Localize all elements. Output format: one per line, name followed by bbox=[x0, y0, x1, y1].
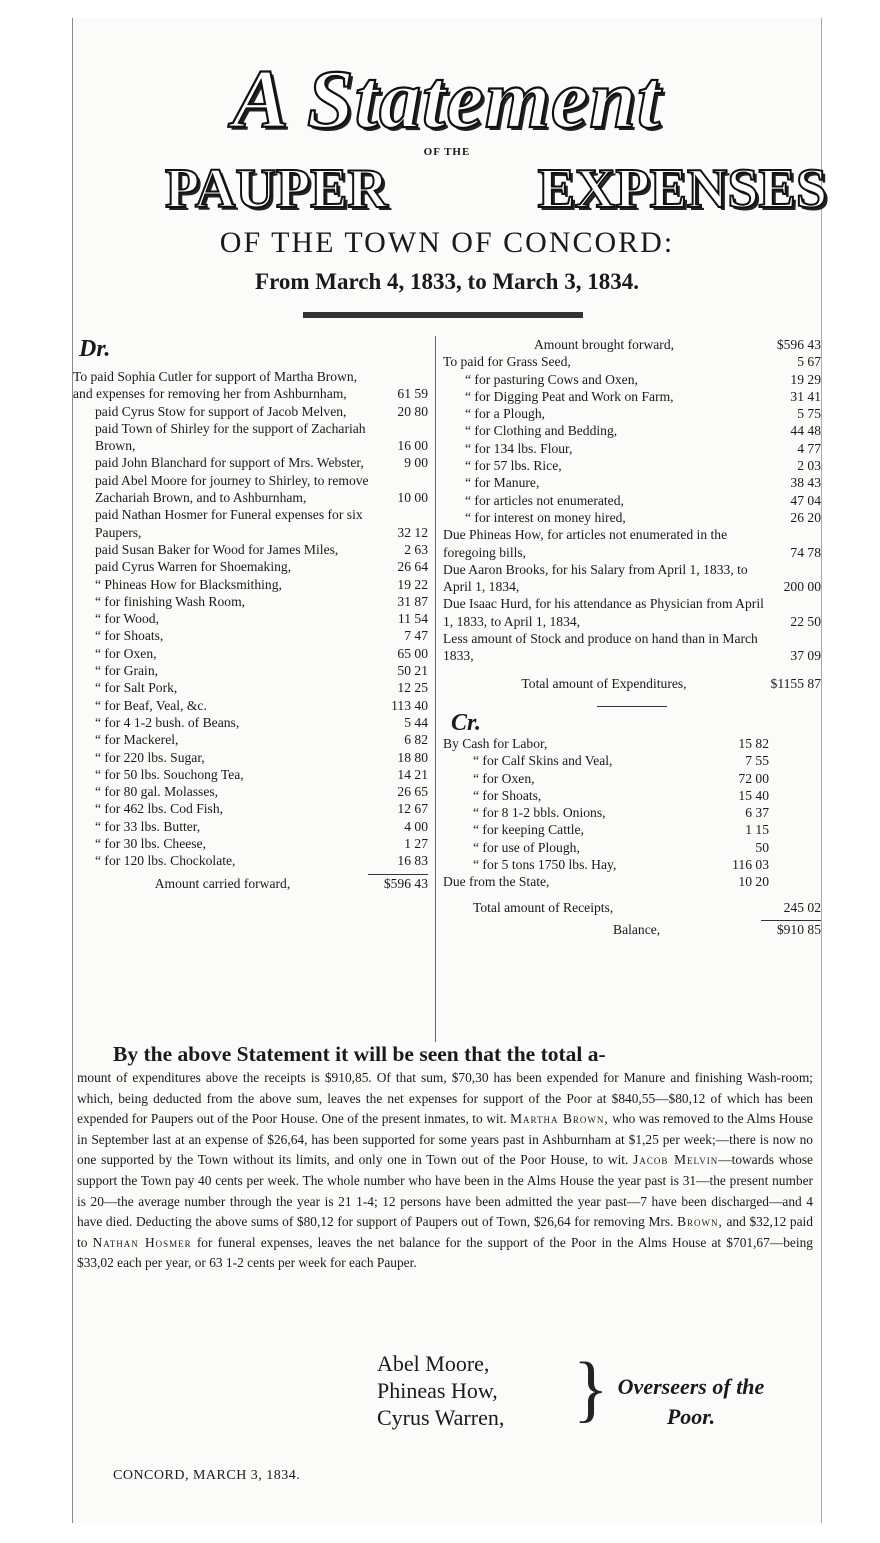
place-date: CONCORD, MARCH 3, 1834. bbox=[113, 1468, 301, 1483]
statement-lead: By the above Statement it will be seen that the total a- bbox=[113, 1042, 606, 1066]
debit-item-label: paid Cyrus Stow for support of Jacob Melven, bbox=[95, 403, 347, 419]
debit-row bbox=[73, 714, 428, 731]
debit-row bbox=[73, 697, 428, 714]
debit-item-amount: 31 87 bbox=[397, 593, 428, 609]
debit-item-amount: 7 47 bbox=[404, 628, 428, 644]
credit-item-label: “ for Calf Skins and Veal, bbox=[473, 753, 613, 769]
expense-row bbox=[443, 630, 821, 665]
debit-rows bbox=[73, 368, 428, 870]
expense-row bbox=[443, 405, 821, 422]
statement-part-1: mount of expenditures above the receipts is $910,85. Of that sum, $70,30 has been expended for Manure and finishing Wash-room; which, being deducted from the above sum, leaves the net expenses for support of the Poor at $840,55—$80,12 of which has been expended for Paupers out of the Poor House. One of the present inmates, to wit. bbox=[77, 1070, 813, 1127]
debit-item-label: paid Nathan Hosmer for Funeral expenses for six Paupers, bbox=[95, 507, 363, 540]
debit-item-amount: 10 00 bbox=[397, 490, 428, 506]
expense-item-label: “ for interest on money hired, bbox=[465, 509, 626, 525]
expense-item-label: “ for articles not enumerated, bbox=[465, 492, 624, 508]
ornamental-rule bbox=[303, 312, 583, 318]
balance-row bbox=[443, 921, 821, 938]
debit-row bbox=[73, 627, 428, 644]
town-heading: OF THE TOWN OF CONCORD: bbox=[219, 226, 675, 259]
expense-item-amount: 74 78 bbox=[790, 544, 821, 560]
debit-row bbox=[73, 766, 428, 783]
debit-item-amount: 16 83 bbox=[397, 853, 428, 869]
debit-heading: Dr. bbox=[79, 336, 111, 362]
credit-item-label: By Cash for Labor, bbox=[443, 735, 548, 751]
name-martha-brown: Martha Brown, bbox=[510, 1111, 609, 1127]
debit-item-label: paid John Blanchard for support of Mrs. Webster, bbox=[95, 455, 364, 471]
signatory-name: Phineas How, bbox=[377, 1378, 498, 1403]
expense-item-amount: 44 48 bbox=[790, 423, 821, 439]
expense-row bbox=[443, 509, 821, 526]
debit-item-label: “ for Grain, bbox=[95, 663, 159, 679]
expense-item-amount: 19 29 bbox=[790, 371, 821, 387]
overseers-line-2: Poor. bbox=[666, 1404, 716, 1429]
balance-label: Balance, bbox=[613, 921, 661, 937]
expense-item-label: “ for a Plough, bbox=[465, 406, 546, 422]
debit-row bbox=[73, 454, 428, 471]
expense-item-amount: 5 67 bbox=[797, 354, 821, 370]
expense-item-amount: 47 04 bbox=[790, 492, 821, 508]
debit-row bbox=[73, 835, 428, 852]
expenses-heading: EXPENSES bbox=[537, 158, 827, 220]
expense-item-label: “ for 134 lbs. Flour, bbox=[465, 440, 573, 456]
expense-row bbox=[443, 440, 821, 457]
credit-item-amount: 6 37 bbox=[745, 805, 769, 821]
debit-row bbox=[73, 645, 428, 662]
debit-item-label: “ for 4 1-2 bush. of Beans, bbox=[95, 714, 240, 730]
main-title: A Statement bbox=[232, 53, 662, 146]
expense-item-label: To paid for Grass Seed, bbox=[443, 354, 571, 370]
total-receipts-value: 245 02 bbox=[783, 899, 821, 915]
overseers-title bbox=[591, 1372, 791, 1432]
debit-item-amount: 2 63 bbox=[404, 541, 428, 557]
expense-row bbox=[443, 561, 821, 596]
credit-item-amount: 50 bbox=[755, 839, 769, 855]
total-expenditures-label: Total amount of Expenditures, bbox=[521, 675, 687, 691]
debit-item-label: paid Abel Moore for journey to Shirley, to remove Zachariah Brown, and to Ashburnham, bbox=[95, 472, 369, 506]
expense-item-label: “ for Clothing and Bedding, bbox=[465, 423, 618, 439]
debit-item-amount: 4 00 bbox=[404, 818, 428, 834]
expense-row bbox=[443, 492, 821, 509]
statement-part-2: who was removed to the Alms House in September last at an expense of $26,64, has been supported for some years past in Ashburnham at $1,25 per week;—there is now no one supported by the Town without its limits, and only one in Town out of the Poor House, to wit. bbox=[77, 1111, 813, 1168]
total-receipts-label: Total amount of Receipts, bbox=[473, 899, 614, 915]
brought-forward-label: Amount brought forward, bbox=[533, 337, 675, 352]
debit-item-amount: 50 21 bbox=[397, 663, 428, 679]
credit-row bbox=[443, 804, 821, 821]
expense-item-label: Due Aaron Brooks, for his Salary from April 1, 1833, to April 1, 1834, bbox=[443, 561, 748, 595]
expense-row bbox=[443, 595, 821, 630]
balance-value: $910 85 bbox=[776, 921, 821, 937]
credit-item-amount: 72 00 bbox=[738, 770, 769, 786]
name-nathan-hosmer: Nathan Hosmer bbox=[92, 1234, 192, 1250]
credit-row bbox=[443, 735, 821, 752]
debit-row bbox=[73, 749, 428, 766]
debit-column bbox=[73, 336, 428, 892]
debit-row bbox=[73, 541, 428, 558]
broadside-page bbox=[72, 18, 827, 1523]
expense-item-label: “ for Digging Peat and Work on Farm, bbox=[465, 388, 674, 404]
debit-row bbox=[73, 593, 428, 610]
debit-item-label: “ for Beaf, Veal, &c. bbox=[95, 697, 207, 713]
name-brown: Brown, bbox=[677, 1214, 723, 1230]
debit-item-amount: 12 67 bbox=[397, 801, 428, 817]
expense-item-label: Less amount of Stock and produce on hand than in March 1833, bbox=[443, 631, 758, 664]
brought-forward-value: $596 43 bbox=[776, 337, 821, 352]
date-range: From March 4, 1833, to March 3, 1834. bbox=[255, 269, 639, 294]
debit-item-amount: 26 64 bbox=[397, 559, 428, 575]
debit-item-amount: 61 59 bbox=[397, 386, 428, 402]
name-jacob-melvin: Jacob Melvin bbox=[633, 1152, 719, 1168]
debit-item-amount: 16 00 bbox=[397, 438, 428, 454]
debit-item-amount: 6 82 bbox=[404, 732, 428, 748]
debit-row bbox=[73, 420, 428, 455]
signatory-name: Abel Moore, bbox=[377, 1351, 490, 1376]
right-column bbox=[443, 336, 821, 938]
debit-item-label: paid Susan Baker for Wood for James Miles, bbox=[95, 541, 339, 557]
credit-item-amount: 1 15 bbox=[745, 822, 769, 838]
debit-row bbox=[73, 731, 428, 748]
total-expenditures-row bbox=[443, 675, 821, 692]
credit-item-label: Due from the State, bbox=[443, 874, 550, 890]
debit-item-label: paid Town of Shirley for the support of Zachariah Brown, bbox=[95, 420, 366, 454]
debit-item-label: “ for Salt Pork, bbox=[95, 680, 178, 696]
debit-item-label: “ for Oxen, bbox=[95, 645, 157, 661]
expense-item-label: Due Isaac Hurd, for his attendance as Physician from April 1, 1833, to April 1, 1834, bbox=[443, 596, 764, 629]
credit-item-label: “ for 5 tons 1750 lbs. Hay, bbox=[473, 857, 617, 873]
expense-row bbox=[443, 353, 821, 370]
credit-item-amount: 15 40 bbox=[738, 787, 769, 803]
expense-item-label: “ for 57 lbs. Rice, bbox=[465, 458, 562, 474]
debit-item-label: “ for 50 lbs. Souchong Tea, bbox=[95, 766, 244, 782]
credit-item-amount: 10 20 bbox=[738, 874, 769, 890]
carried-forward-row bbox=[73, 875, 428, 892]
expense-rows bbox=[443, 353, 821, 664]
credit-row bbox=[443, 856, 821, 873]
expense-row bbox=[443, 388, 821, 405]
credit-item-label: “ for keeping Cattle, bbox=[473, 822, 584, 838]
debit-row bbox=[73, 662, 428, 679]
brought-forward-row bbox=[443, 336, 821, 353]
debit-item-label: “ for 462 lbs. Cod Fish, bbox=[95, 801, 224, 817]
debit-item-amount: 32 12 bbox=[397, 524, 428, 540]
credit-item-label: “ for use of Plough, bbox=[473, 839, 580, 855]
debit-row bbox=[73, 403, 428, 420]
debit-row bbox=[73, 783, 428, 800]
carried-forward-value: $596 43 bbox=[383, 875, 428, 891]
expense-item-amount: 37 09 bbox=[790, 648, 821, 664]
debit-item-label: paid Cyrus Warren for Shoemaking, bbox=[95, 559, 292, 575]
debit-row bbox=[73, 368, 428, 403]
debit-item-label: “ for 33 lbs. Butter, bbox=[95, 818, 201, 834]
expense-item-amount: 22 50 bbox=[790, 613, 821, 629]
debit-row bbox=[73, 818, 428, 835]
debit-item-amount: 19 22 bbox=[397, 576, 428, 592]
debit-row bbox=[73, 610, 428, 627]
brace-icon: } bbox=[573, 1348, 609, 1430]
debit-item-amount: 18 80 bbox=[397, 749, 428, 765]
debit-row bbox=[73, 506, 428, 541]
credit-item-amount: 7 55 bbox=[745, 753, 769, 769]
debit-item-amount: 11 54 bbox=[397, 611, 428, 627]
debit-row bbox=[73, 679, 428, 696]
total-receipts-row bbox=[443, 899, 821, 916]
credit-row bbox=[443, 873, 821, 890]
section-rule bbox=[597, 706, 667, 707]
carried-forward-label: Amount carried forward, bbox=[154, 875, 291, 891]
expense-item-label: “ for Manure, bbox=[465, 475, 540, 491]
expense-row bbox=[443, 422, 821, 439]
debit-item-amount: 14 21 bbox=[397, 766, 428, 782]
debit-item-label: “ for 30 lbs. Cheese, bbox=[95, 836, 206, 852]
statement-part-4: and $32,12 paid to bbox=[77, 1214, 813, 1250]
total-expenditures-value: $1155 87 bbox=[770, 675, 821, 691]
statement-paragraph bbox=[73, 1040, 821, 1274]
credit-row bbox=[443, 770, 821, 787]
debit-item-label: “ for finishing Wash Room, bbox=[95, 593, 246, 609]
expense-item-amount: 200 00 bbox=[783, 579, 821, 595]
credit-row bbox=[443, 839, 821, 856]
credit-row bbox=[443, 787, 821, 804]
expense-item-amount: 4 77 bbox=[797, 440, 821, 456]
debit-item-amount: 65 00 bbox=[397, 645, 428, 661]
expense-item-amount: 5 75 bbox=[797, 406, 821, 422]
debit-row bbox=[73, 576, 428, 593]
debit-item-label: “ for 120 lbs. Chockolate, bbox=[95, 853, 236, 869]
expense-item-amount: 31 41 bbox=[790, 388, 821, 404]
debit-item-label: “ for Shoats, bbox=[95, 628, 164, 644]
debit-row bbox=[73, 800, 428, 817]
debit-item-amount: 20 80 bbox=[397, 403, 428, 419]
signatories bbox=[377, 1350, 504, 1431]
debit-item-label: To paid Sophia Cutler for support of Martha Brown, and expenses for removing her from Ashburnham, bbox=[73, 369, 358, 402]
debit-row bbox=[73, 558, 428, 575]
debit-row bbox=[73, 472, 428, 507]
debit-item-amount: 12 25 bbox=[397, 680, 428, 696]
credit-row bbox=[443, 821, 821, 838]
debit-row bbox=[73, 852, 428, 869]
expense-row bbox=[443, 457, 821, 474]
expense-row bbox=[443, 474, 821, 491]
credit-item-amount: 15 82 bbox=[738, 735, 769, 751]
debit-item-amount: 1 27 bbox=[404, 836, 428, 852]
expense-item-label: Due Phineas How, for articles not enumerated in the foregoing bills, bbox=[443, 527, 728, 560]
expense-item-label: “ for pasturing Cows and Oxen, bbox=[465, 371, 638, 387]
debit-item-amount: 9 00 bbox=[404, 455, 428, 471]
debit-item-amount: 26 65 bbox=[397, 784, 428, 800]
credit-row bbox=[443, 752, 821, 769]
expense-row bbox=[443, 526, 821, 561]
pauper-heading: PAUPER bbox=[165, 158, 388, 220]
overseers-line-1: Overseers of the bbox=[617, 1374, 765, 1399]
credit-item-label: “ for Oxen, bbox=[473, 770, 535, 786]
credit-heading: Cr. bbox=[451, 709, 482, 736]
signatory-name: Cyrus Warren, bbox=[377, 1405, 505, 1430]
column-divider bbox=[435, 336, 436, 1042]
statement-part-3: —towards whose support the Town pay 40 cents per week. The whole number who have been in the Alms House the year past is 31—the present number is 20—the average number through the year is 21 1-4; 12 persons have been admitted the year past—7 have been discharged—and 4 have died. Deducting the above sums of $80,12 for support of Paupers out of Town, $26,64 for removing Mrs. bbox=[77, 1152, 813, 1230]
debit-item-label: “ for Mackerel, bbox=[95, 732, 179, 748]
credit-rows bbox=[443, 735, 821, 891]
debit-item-label: “ for 80 gal. Molasses, bbox=[95, 784, 219, 800]
expense-item-amount: 2 03 bbox=[797, 458, 821, 474]
debit-item-amount: 5 44 bbox=[404, 714, 428, 730]
expense-item-amount: 26 20 bbox=[790, 509, 821, 525]
credit-item-amount: 116 03 bbox=[732, 857, 769, 873]
debit-item-label: “ for 220 lbs. Sugar, bbox=[95, 749, 205, 765]
statement-part-5: for funeral expenses, leaves the net balance for the support of the Poor in the Alms House at $701,67—being $33,02 each per year, or 63 1-2 cents per week for each Pauper. bbox=[77, 1234, 813, 1271]
of-the-label: OF THE bbox=[423, 146, 471, 158]
statement-body bbox=[77, 1068, 813, 1274]
debit-item-label: “ Phineas How for Blacksmithing, bbox=[95, 576, 282, 592]
debit-item-amount: 113 40 bbox=[391, 697, 428, 713]
credit-item-label: “ for Shoats, bbox=[473, 787, 542, 803]
expense-row bbox=[443, 371, 821, 388]
debit-item-label: “ for Wood, bbox=[95, 611, 159, 627]
credit-item-label: “ for 8 1-2 bbls. Onions, bbox=[473, 805, 606, 821]
expense-item-amount: 38 43 bbox=[790, 475, 821, 491]
